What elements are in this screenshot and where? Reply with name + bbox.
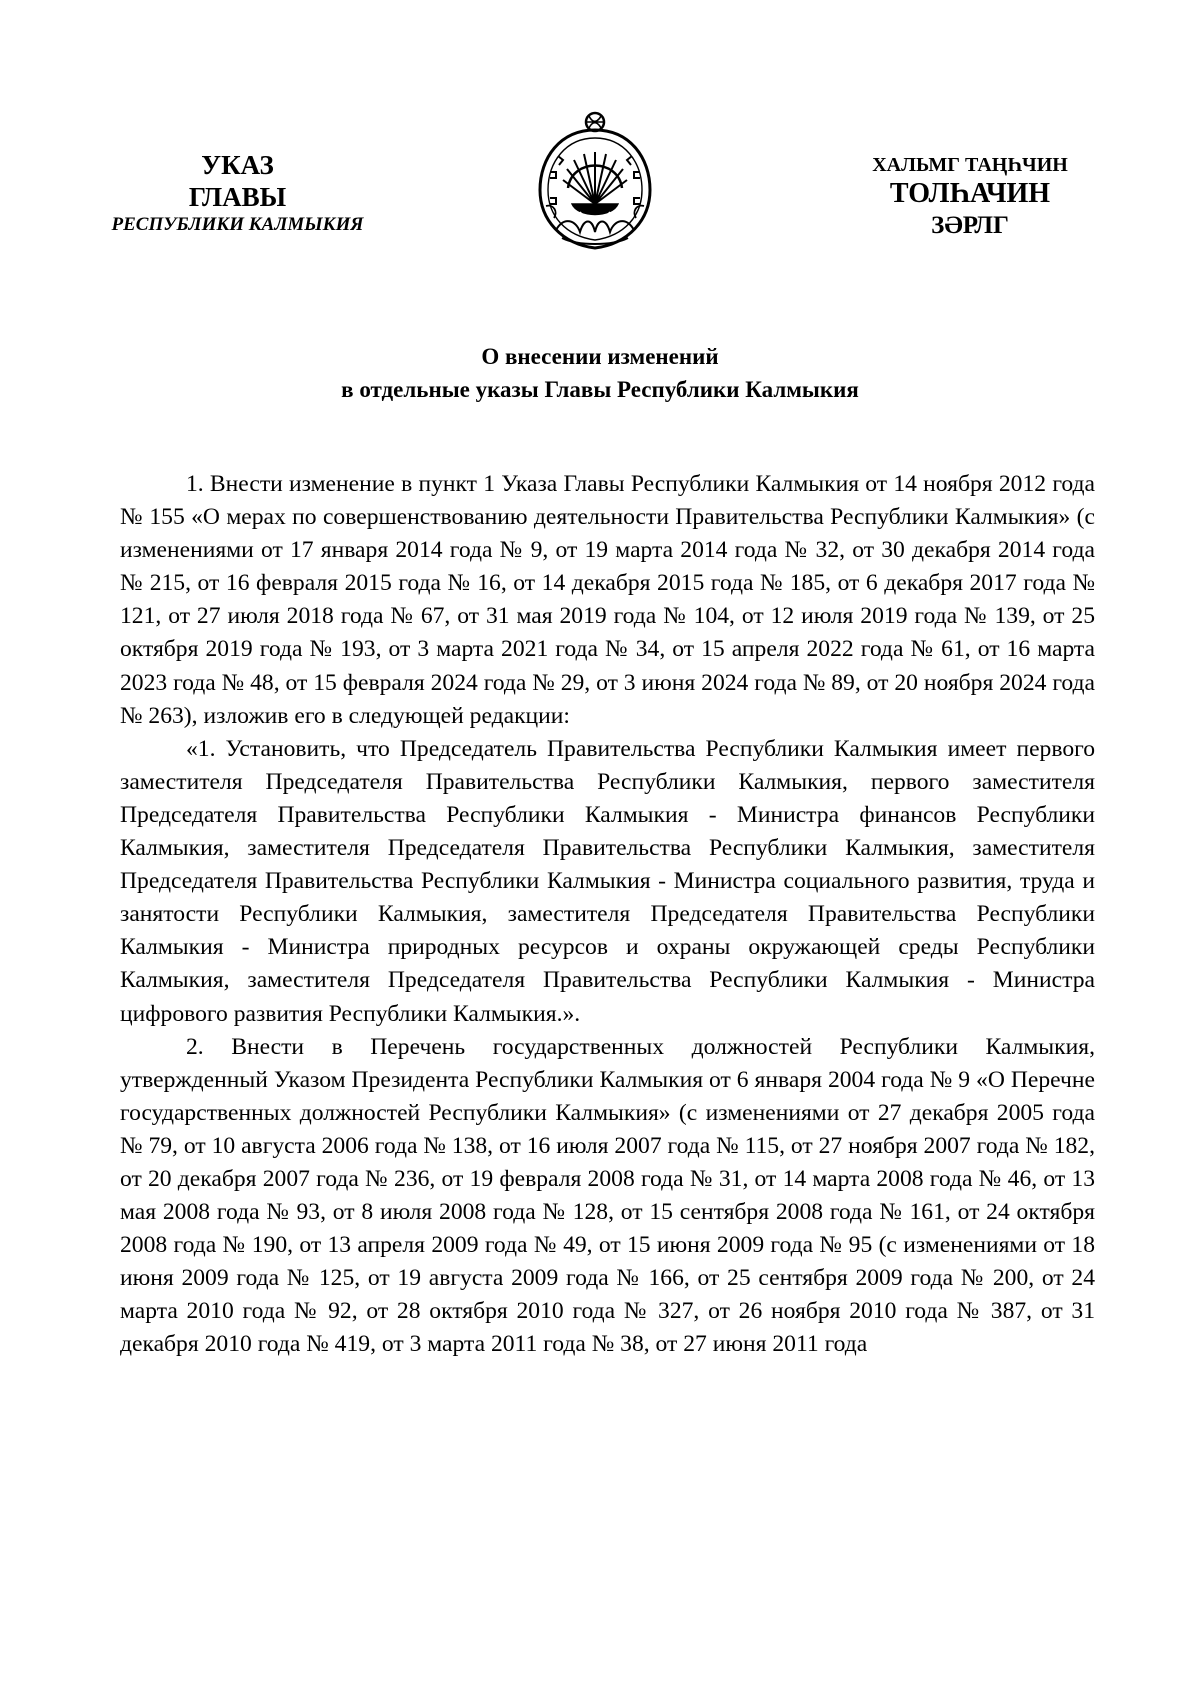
title-line1: О внесении изменений xyxy=(481,344,719,369)
paragraph-2: «1. Установить, что Председатель Правительства Республики Калмыкия имеет первого заместителя Председателя Правительства Республики Калмыкия, первого заместителя Председателя Правительства Республики Калмыкия - Министра финансов Республики Калмыкия, заместителя Председателя Правительства Республики Калмыкия, заместителя Председателя Правительства Республики Калмыкия - Министра социального развития, труда и занятости Республики Калмыкия, заместителя Председателя Правительства Республики Калмыкия - Министра природных ресурсов и охраны окружающей среды Республики Калмыкия, заместителя Председателя Правительства Республики Калмыкия - Министра цифрового развития Республики Калмыкия.». xyxy=(120,735,1095,1027)
header-left-line1: УКАЗ xyxy=(201,150,274,180)
header-right-line2: ТОЛҺАЧИН xyxy=(889,178,1051,209)
header-right-line3: ЗӘРЛГ xyxy=(931,211,1009,239)
document-title xyxy=(120,340,1080,406)
document-body xyxy=(120,468,1095,1362)
header-left-line3: РЕСПУБЛИКИ КАЛМЫКИЯ xyxy=(111,213,364,235)
paragraph-3: 2. Внести в Перечень государственных должностей Республики Калмыкия, утвержденный Указом Президента Республики Калмыкия от 6 января 2004 года № 9 «О Перечне государственных должностей Республики Калмыкия» (с изменениями от 27 декабря 2005 года № 79, от 10 августа 2006 года № 138, от 16 июля 2007 года № 115, от 27 ноября 2007 года № 182, от 20 декабря 2007 года № 236, от 19 февраля 2008 года № 31, от 14 марта 2008 года № 46, от 13 мая 2008 года № 93, от 8 июля 2008 года № 128, от 15 сентября 2008 года № 161, от 24 октября 2008 года № 190, от 13 апреля 2009 года № 49, от 15 июня 2009 года № 95 (с изменениями от 18 июня 2009 года № 125, от 19 августа 2009 года № 166, от 25 сентября 2009 года № 200, от 24 марта 2010 года № 92, от 28 октября 2010 года № 327, от 26 ноября 2010 года № 387, от 31 декабря 2010 года № 419, от 3 марта 2011 года № 38, от 27 июня 2011 года xyxy=(120,1033,1095,1358)
header-left-block xyxy=(70,150,405,236)
header-left-line2: ГЛАВЫ xyxy=(188,181,287,212)
header-right-block xyxy=(850,153,1090,241)
header-right-line1: ХАЛЬМГ ТАҢҺЧИН xyxy=(872,154,1068,176)
title-line2: в отдельные указы Главы Республики Калмыкия xyxy=(341,377,859,402)
paragraph-1: 1. Внести изменение в пункт 1 Указа Главы Республики Калмыкия от 14 ноября 2012 года № 155 «О мерах по совершенствованию деятельности Правительства Республики Калмыкия» (с изменениями от 17 января 2014 года № 9, от 19 марта 2014 года № 32, от 30 декабря 2014 года № 215, от 16 февраля 2015 года № 16, от 14 декабря 2015 года № 185, от 6 декабря 2017 года № 121, от 27 июля 2018 года № 67, от 31 мая 2019 года № 104, от 12 июля 2019 года № 139, от 25 октября 2019 года № 193, от 3 марта 2021 года № 34, от 15 апреля 2022 года № 61, от 16 марта 2023 года № 48, от 15 февраля 2024 года № 29, от 3 июня 2024 года № 89, от 20 ноября 2024 года № 263), изложив его в следующей редакции: xyxy=(120,471,1095,729)
coat-of-arms-icon xyxy=(528,108,662,253)
